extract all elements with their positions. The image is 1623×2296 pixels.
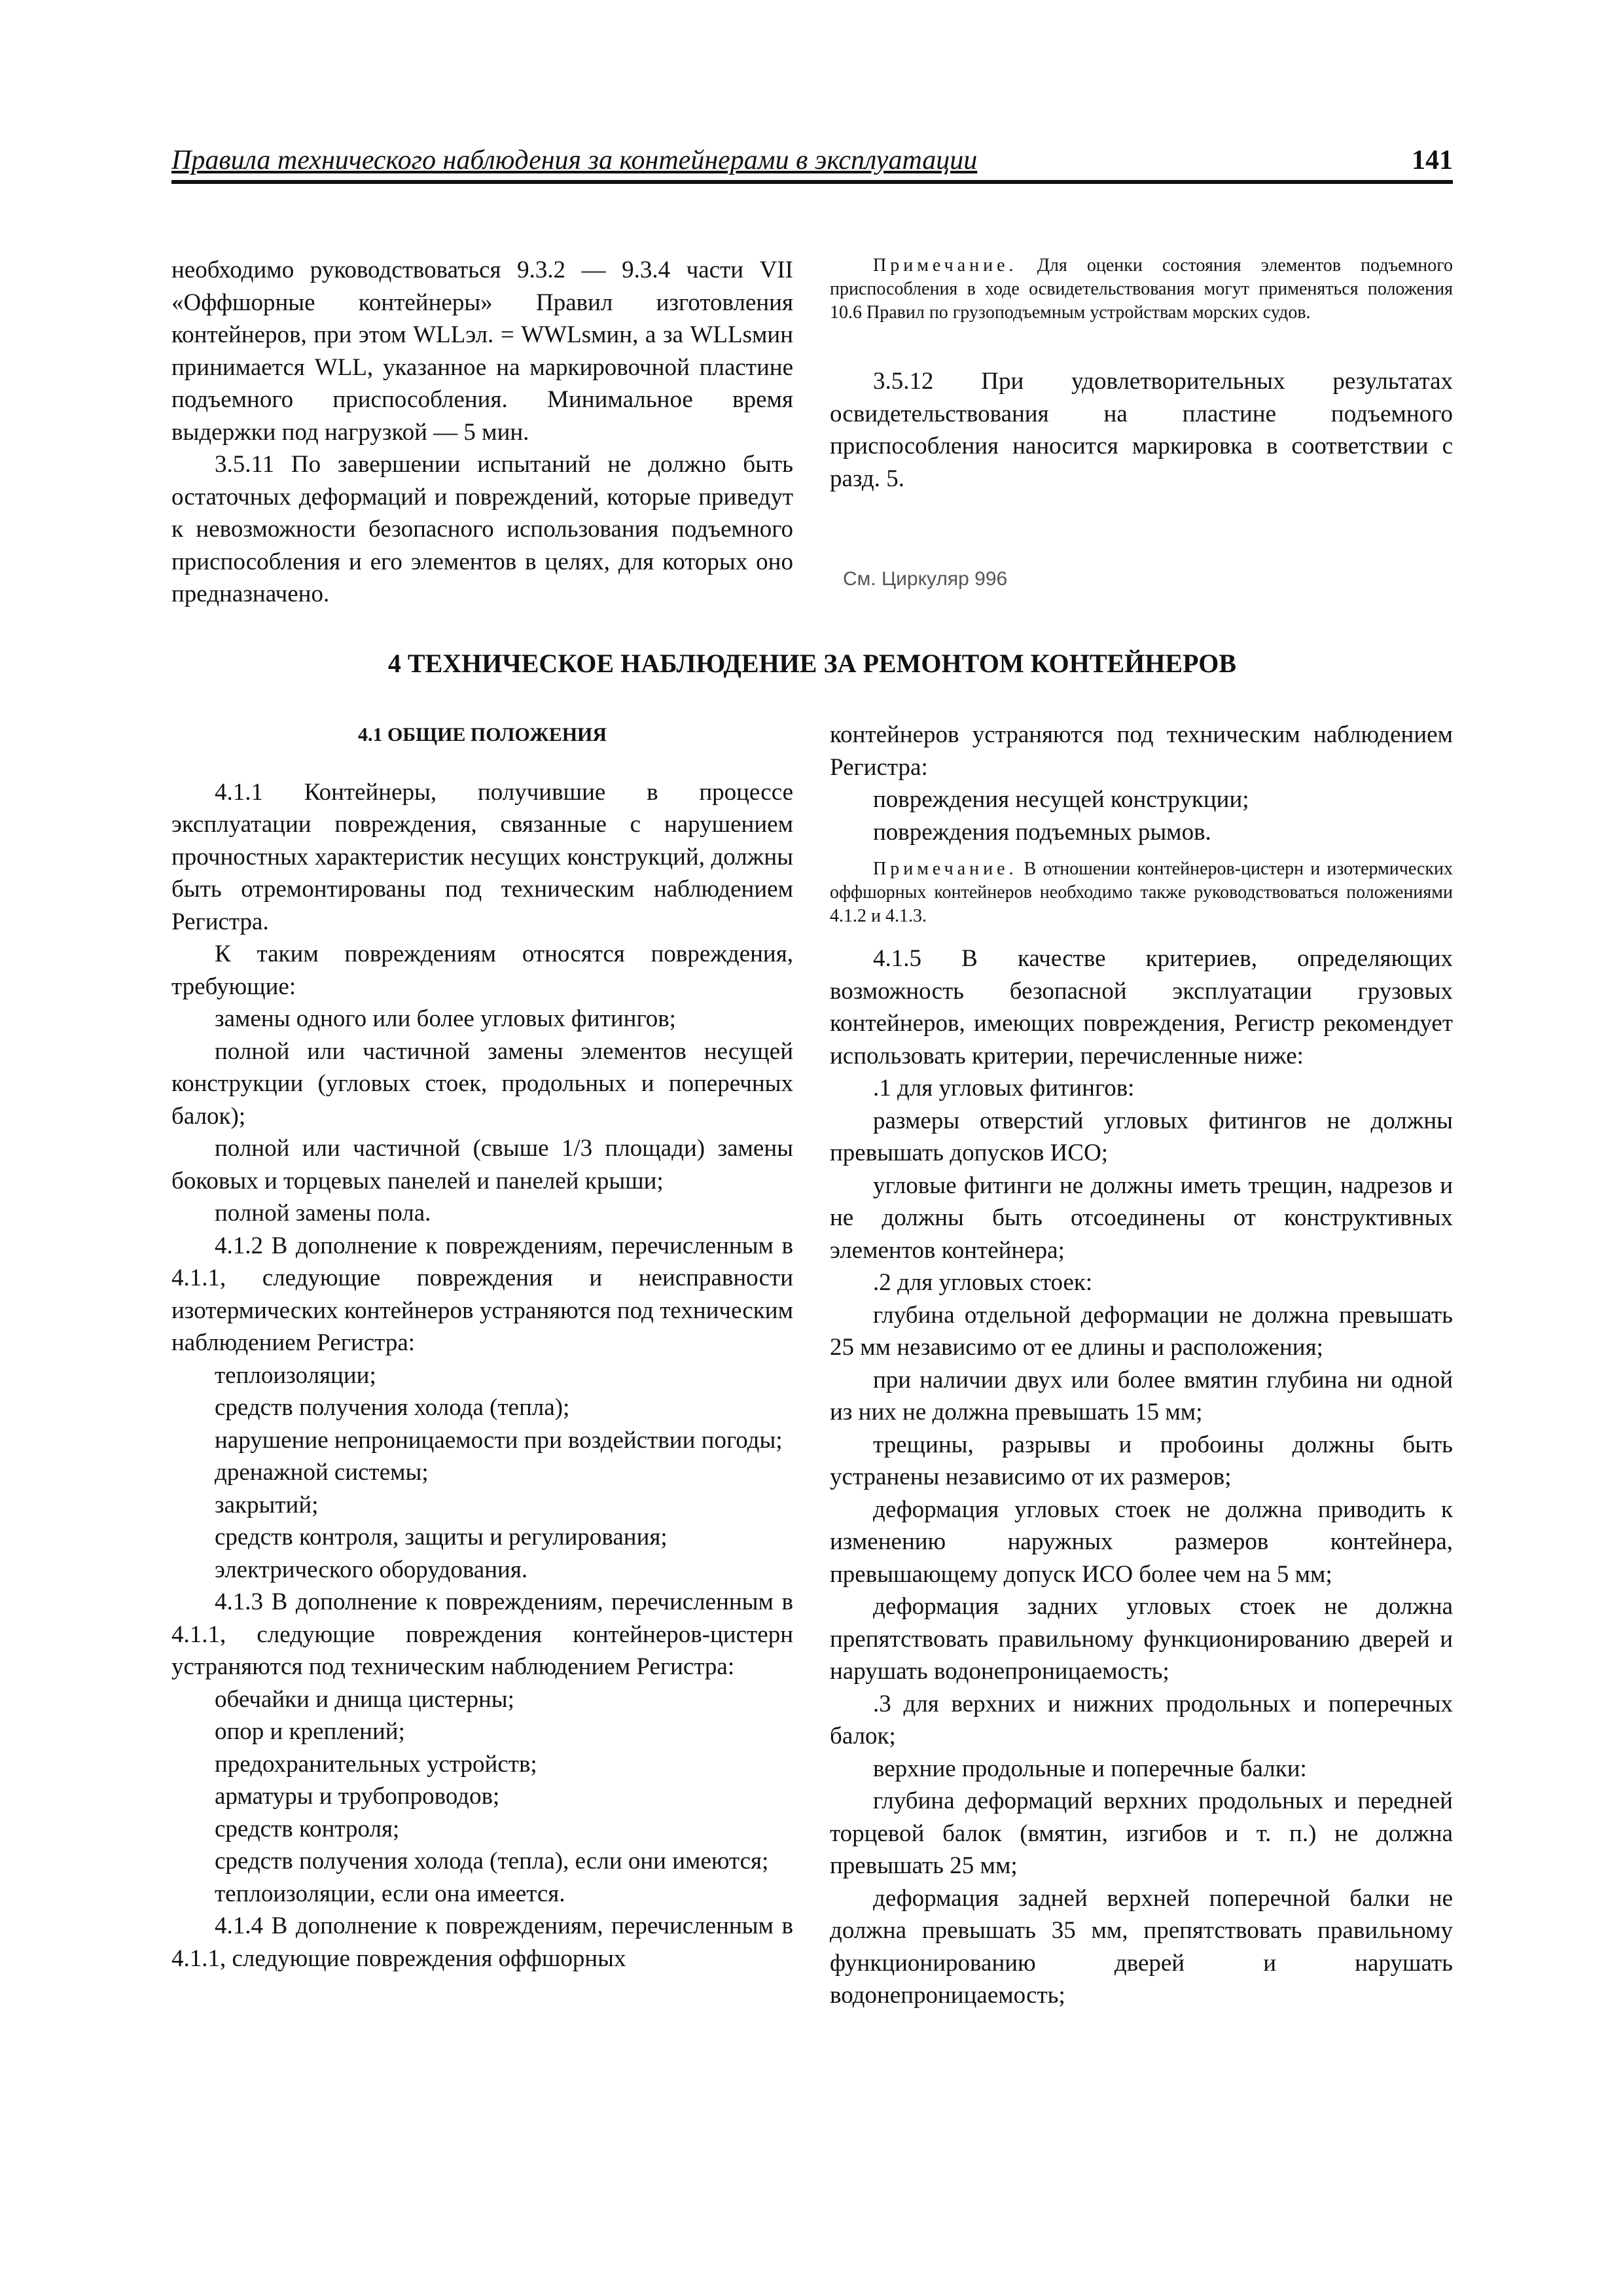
list-item: теплоизоляции, если она имеется. (215, 1880, 565, 1907)
subsection-title: 4.1 ОБЩИЕ ПОЛОЖЕНИЯ (357, 724, 607, 745)
list-item: замены одного или более угловых фитингов; (215, 1005, 676, 1032)
list-item: закрытий; (215, 1491, 319, 1518)
paragraph: необходимо руководствоваться 9.3.2 — 9.3.4 части VII «Оффшорные контейнеры» Правил изготовления контейнеров, при этом WLLэл. = WWLsмин, а за WLLsмин принимается WLL, указанное на маркировочной пластине подъемного приспособления. Минимальное время выдержки под нагрузкой — 5 мин. (171, 257, 793, 446)
list-item: нарушение непроницаемости при воздействии погоды; (215, 1426, 783, 1454)
list-item: средств получения холода (тепла), если они имеются; (215, 1848, 769, 1874)
list-item: повреждения несущей конструкции; (873, 786, 1249, 813)
paragraph-3-5-12: 3.5.12 При удовлетворительных результатах освидетельствования на пластине подъемного приспособления наносится маркировка в соответствии с разд. 5. (830, 368, 1453, 492)
note-text: Для оценки состояния элементов подъемного приспособления в ходе освидетельствования могут применяться положения 10.6 Правил по грузоподъемным устройствам морских судов. (830, 255, 1453, 323)
paragraph-3-5-11: 3.5.11 По завершении испытаний не должно быть остаточных деформаций и повреждений, которые приведут к невозможности безопасного использования подъемного приспособления и его элементов в целях, для которых оно предназначено. (171, 451, 793, 607)
list-item: деформация задней верхней поперечной балки не должна превышать 35 мм, препятствовать правильному функционированию дверей и нарушать водонепроницаемость; (830, 1884, 1453, 2009)
list-item: угловые фитинги не должны иметь трещин, надрезов и не должны быть отсоединены от конструктивных элементов контейнера; (830, 1172, 1453, 1264)
paragraph: 4.1.4 В дополнение к повреждениям, перечисленным в 4.1.1, следующие повреждения оффшорных (171, 1912, 793, 1972)
list-item: глубина деформаций верхних продольных и передней торцевой балок (вмятин, изгибов и т. п.) не должна превышать 25 мм; (830, 1787, 1453, 1879)
paragraph: К таким повреждениям относятся повреждения, требующие: (171, 941, 793, 1000)
list-item: верхние продольные и поперечные балки: (873, 1755, 1307, 1782)
list-item: средств контроля, защиты и регулирования; (215, 1524, 668, 1551)
top-right-column (830, 254, 1453, 495)
note (830, 857, 1453, 928)
paragraph: 4.1.5 В качестве критериев, определяющих возможность безопасной эксплуатации грузовых контейнеров, имеющих повреждения, Регистр рекомендует использовать критерии, перечисленные ниже: (830, 945, 1453, 1069)
note-text: В отношении контейнеров-цистерн и изотермических оффшорных контейнеров необходимо также руководствоваться положениями 4.1.2 и 4.1.3. (830, 859, 1454, 926)
list-item: полной замены пола. (215, 1200, 431, 1227)
note-label: Примечание. (873, 255, 1018, 276)
list-item: повреждения подъемных рымов. (873, 818, 1211, 846)
list-item: дренажной системы; (215, 1459, 429, 1486)
list-item: трещины, разрывы и пробоины должны быть устранены независимо от их размеров; (830, 1431, 1453, 1490)
list-item: теплоизоляции; (215, 1361, 376, 1389)
paragraph: 4.1.3 В дополнение к повреждениям, перечисленным в 4.1.1, следующие повреждения контейнеров-цистерн устраняются под техническим наблюдением Регистра: (171, 1588, 793, 1680)
list-item: предохранительных устройств; (215, 1750, 537, 1778)
page-number: 141 (1412, 145, 1453, 175)
list-item: опор и креплений; (215, 1718, 405, 1745)
list-item: .2 для угловых стоек: (873, 1269, 1093, 1296)
circular-link[interactable]: См. Циркуляр 996 (843, 568, 1008, 590)
paragraph: 4.1.1 Контейнеры, получившие в процессе эксплуатации повреждения, связанные с нарушением прочностных характеристик несущих конструкций, должны быть отремонтированы под техническим наблюдением Регистра. (171, 778, 793, 935)
list-item: при наличии двух или более вмятин глубина ни одной из них не должна превышать 15 мм; (830, 1366, 1453, 1426)
list-item: полной или частичной замены элементов несущей конструкции (угловых стоек, продольных и поперечных балок); (171, 1037, 793, 1130)
list-item: размеры отверстий угловых фитингов не должны превышать допусков ИСО; (830, 1107, 1453, 1166)
list-item: деформация угловых стоек не должна приводить к изменению наружных размеров контейнера, превышающему допуск ИСО более чем на 5 мм; (830, 1496, 1453, 1588)
list-item: электрического оборудования. (215, 1556, 528, 1583)
list-item: обечайки и днища цистерны; (215, 1685, 514, 1713)
note (830, 254, 1453, 325)
left-column (171, 719, 793, 1975)
list-item: арматуры и трубопроводов; (215, 1783, 500, 1810)
list-item: средств контроля; (215, 1815, 400, 1842)
paragraph: 4.1.2 В дополнение к повреждениям, перечисленным в 4.1.1, следующие повреждения и неисправности изотермических контейнеров устраняются под техническим наблюдением Регистра: (171, 1232, 793, 1356)
list-item: глубина отдельной деформации не должна превышать 25 мм независимо от ее длины и расположения; (830, 1301, 1453, 1361)
section-title: 4 ТЕХНИЧЕСКОЕ НАБЛЮДЕНИЕ ЗА РЕМОНТОМ КОНТЕЙНЕРОВ (387, 649, 1237, 678)
note-label: Примечание. (873, 859, 1018, 879)
right-column (830, 719, 1453, 2012)
header-title: Правила технического наблюдения за контейнерами в эксплуатации (171, 145, 978, 175)
list-item: полной или частичной (свыше 1/3 площади) замены боковых и торцевых панелей и панелей крыши; (171, 1135, 793, 1194)
top-left-column (171, 254, 793, 611)
list-item: деформация задних угловых стоек не должна препятствовать правильному функционированию дверей и нарушать водонепроницаемость; (830, 1593, 1453, 1685)
running-header (171, 134, 1453, 184)
list-item: .3 для верхних и нижних продольных и поперечных балок; (830, 1690, 1453, 1749)
paragraph: контейнеров устраняются под техническим наблюдением Регистра: (830, 721, 1453, 781)
list-item: средств получения холода (тепла); (215, 1394, 570, 1421)
list-item: .1 для угловых фитингов: (873, 1075, 1135, 1102)
